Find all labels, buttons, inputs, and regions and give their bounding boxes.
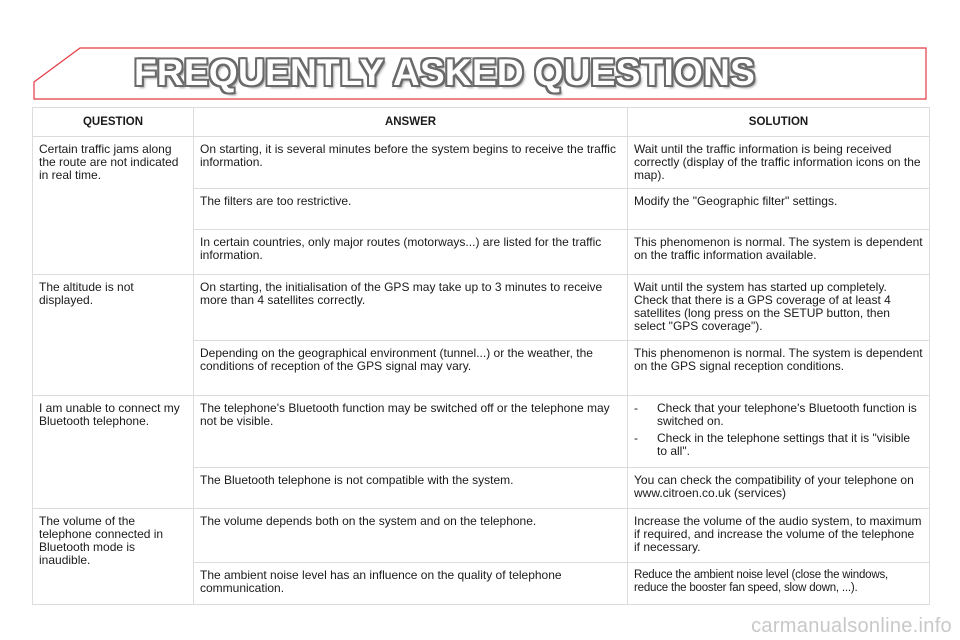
- table-row: [33, 275, 930, 341]
- answer-cell: The telephone's Bluetooth function may be switched off or the telephone may not be visible.: [194, 396, 628, 468]
- table-header-row: [33, 108, 930, 137]
- question-cell: The volume of the telephone connected in Bluetooth mode is inaudible.: [33, 509, 194, 605]
- solution-cell: Wait until the system has started up completely. Check that there is a GPS coverage of at least 4 satellites (long press on the SETUP button, then select "GPS coverage").: [628, 275, 930, 341]
- solution-cell: Reduce the ambient noise level (close the windows, reduce the booster fan speed, slow down, ...).: [628, 563, 930, 605]
- question-cell: I am unable to connect my Bluetooth telephone.: [33, 396, 194, 509]
- solution-cell: This phenomenon is normal. The system is dependent on the GPS signal reception conditions.: [628, 341, 930, 396]
- answer-cell: On starting, the initialisation of the GPS may take up to 3 minutes to receive more than 4 satellites correctly.: [194, 275, 628, 341]
- answer-cell: In certain countries, only major routes (motorways...) are listed for the traffic information.: [194, 230, 628, 275]
- solution-cell: This phenomenon is normal. The system is dependent on the traffic information available.: [628, 230, 930, 275]
- table-row: [33, 137, 930, 189]
- answer-cell: The filters are too restrictive.: [194, 189, 628, 230]
- answer-cell: The volume depends both on the system and on the telephone.: [194, 509, 628, 563]
- table-row: [33, 509, 930, 563]
- list-item: - Check that your telephone's Bluetooth function is switched on.: [634, 401, 917, 428]
- column-header-question: QUESTION: [33, 108, 194, 137]
- answer-cell: The Bluetooth telephone is not compatible with the system.: [194, 468, 628, 509]
- answer-cell: Depending on the geographical environment (tunnel...) or the weather, the conditions of reception of the GPS signal may vary.: [194, 341, 628, 396]
- answer-cell: The ambient noise level has an influence on the quality of telephone communication.: [194, 563, 628, 605]
- solution-list: [634, 402, 923, 458]
- question-cell: Certain traffic jams along the route are not indicated in real time.: [33, 137, 194, 275]
- solution-cell: Increase the volume of the audio system, to maximum if required, and increase the volume of the telephone if necessary.: [628, 509, 930, 563]
- faq-table: [32, 107, 930, 605]
- watermark: carmanualsonline.info: [751, 615, 952, 637]
- column-header-solution: SOLUTION: [628, 108, 930, 137]
- solution-cell: Modify the "Geographic filter" settings.: [628, 189, 930, 230]
- solution-cell: You can check the compatibility of your telephone on www.citroen.co.uk (services): [628, 468, 930, 509]
- question-cell: The altitude is not displayed.: [33, 275, 194, 396]
- column-header-answer: ANSWER: [194, 108, 628, 137]
- answer-cell: On starting, it is several minutes before the system begins to receive the traffic information.: [194, 137, 628, 189]
- table-row: [33, 396, 930, 468]
- page-title: FREQUENTLY ASKED QUESTIONS: [134, 52, 756, 93]
- solution-cell: [628, 396, 930, 468]
- list-item: - Check in the telephone settings that it is "visible to all".: [634, 431, 911, 458]
- solution-cell: Wait until the traffic information is being received correctly (display of the traffic information icons on the map).: [628, 137, 930, 189]
